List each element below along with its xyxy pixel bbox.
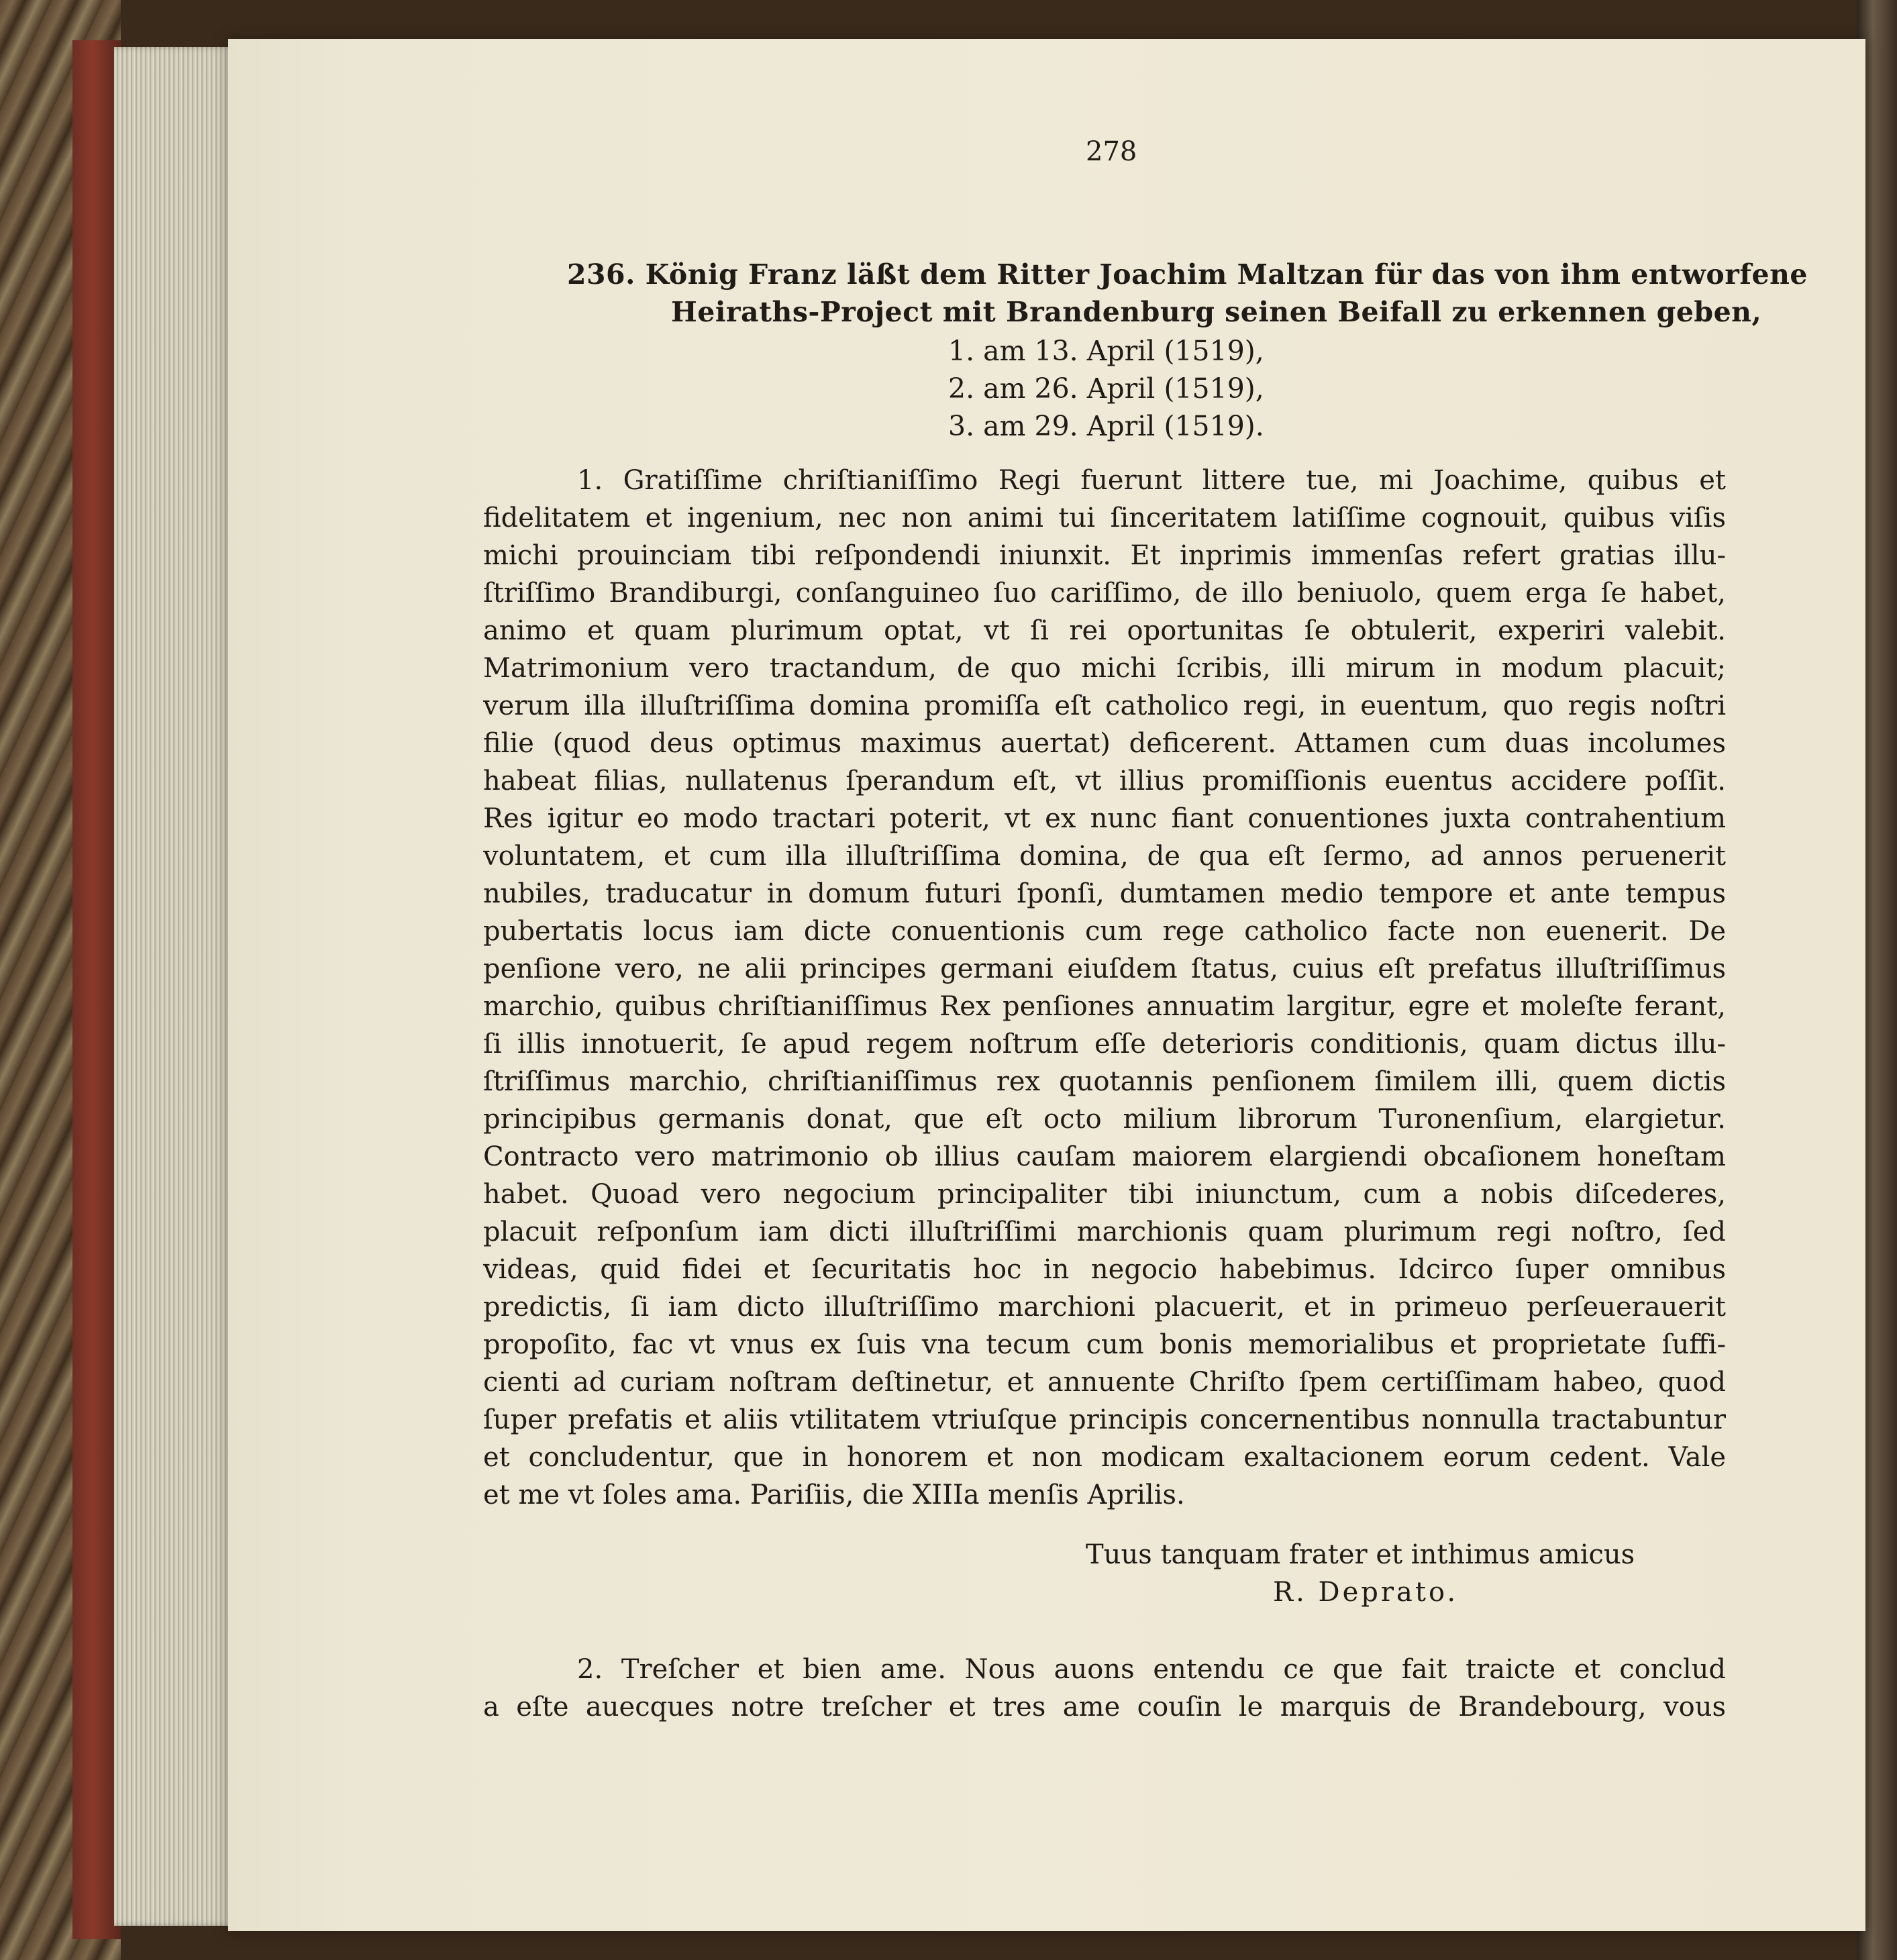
- body-line: propoſito, fac vt vnus ex ſuis vna tecum cum bonis memorialibus et proprietate ſuffi-: [483, 1329, 1726, 1360]
- closing-signature: R. Deprato.: [1273, 1577, 1459, 1608]
- letter2-line: 2. Treſcher et bien ame. Nous auons entendu ce que fait traicte et conclud: [577, 1654, 1726, 1685]
- body-line: Contracto vero matrimonio ob illius cauſam maiorem elargiendi obcaſionem honeſtam: [483, 1141, 1726, 1172]
- body-line: voluntatem, et cum illa illuſtriſſima domina, de qua eſt ſermo, ad annos peruenerit: [483, 841, 1726, 872]
- body-line: ſtriſſimus marchio, chriſtianiſſimus rex quotannis penſionem ſimilem illi, quem dictis: [483, 1066, 1726, 1097]
- body-line: fidelitatem et ingenium, nec non animi tui ſinceritatem latiſſime cognouit, quibus viſis: [483, 503, 1726, 533]
- letter2-line: a eſte auecques notre treſcher et tres ame couſin le marquis de Brandebourg, vous: [483, 1692, 1726, 1722]
- body-line: animo et quam plurimum optat, vt ſi rei oportunitas ſe obtulerit, experiri valebit.: [483, 615, 1726, 646]
- document-heading-line-2: Heiraths-Project mit Brandenburg seinen Beifall zu erkennen geben,: [671, 296, 1762, 328]
- body-line: verum illa illuſtriſſima domina promiſſa eſt catholico regi, in euentum, quo regis noſtri: [483, 690, 1726, 721]
- body-line: placuit reſponſum iam dicti illuſtriſſimi marchionis quam plurimum regi noſtro, ſed: [483, 1217, 1726, 1247]
- body-line: habeat filias, nullatenus ſperandum eſt, vt illius promiſſionis euentus accidere poſſit.: [483, 766, 1726, 796]
- body-line: predictis, ſi iam dicto illuſtriſſimo marchioni placuerit, et in primeuo perſeuerauerit: [483, 1292, 1726, 1323]
- body-line: et concludentur, que in honorem et non modicam exaltacionem eorum cedent. Vale: [483, 1442, 1726, 1473]
- body-line: michi prouinciam tibi reſpondendi iniunxit. Et inprimis immenſas refert gratias illu-: [483, 540, 1726, 571]
- body-line: et me vt ſoles ama. Pariſiis, die XIIIa menſis Aprilis.: [483, 1480, 1185, 1510]
- body-line: cienti ad curiam noſtram deſtinetur, et annuente Chriſto ſpem certiſſimam habeo, quod: [483, 1367, 1726, 1398]
- heading-date-3: 3. am 29. April (1519).: [948, 410, 1264, 442]
- body-line: marchio, quibus chriſtianiſſimus Rex penſiones annuatim largitur, egre et moleſte ferant,: [483, 991, 1726, 1022]
- body-line: principibus germanis donat, que eſt octo milium librorum Turonenſium, elargietur.: [483, 1104, 1726, 1135]
- page-edges-stack: [114, 47, 242, 1926]
- page-number: 278: [1086, 136, 1137, 167]
- body-line: ſtriſſimo Brandiburgi, conſanguineo ſuo cariſſimo, de illo beniuolo, quem erga ſe habet,: [483, 578, 1726, 609]
- body-line: penſione vero, ne alii principes germani eiuſdem ſtatus, cuius eſt prefatus illuſtriſſimus: [483, 953, 1726, 984]
- body-line: 1. Gratiſſime chriſtianiſſimo Regi fuerunt littere tue, mi Joachime, quibus et: [577, 465, 1726, 496]
- body-line: pubertatis locus iam dicte conuentionis cum rege catholico facte non euenerit. De: [483, 916, 1726, 947]
- body-line: Res igitur eo modo tractari poterit, vt ex nunc fiant conuentiones juxta contrahentium: [483, 803, 1726, 834]
- closing-salutation: Tuus tanquam frater et inthimus amicus: [1086, 1539, 1635, 1570]
- body-line: ſi illis innotuerit, ſe apud regem noſtrum eſſe deterioris conditionis, quam dictus illu-: [483, 1029, 1726, 1060]
- body-line: videas, quid fidei et ſecuritatis hoc in negocio habebimus. Idcirco ſuper omnibus: [483, 1254, 1726, 1285]
- body-line: nubiles, traducatur in domum futuri ſponſi, dumtamen medio tempore et ante tempus: [483, 878, 1726, 909]
- body-line: filie (quod deus optimus maximus auertat) deficerent. Attamen cum duas incolumes: [483, 728, 1726, 759]
- heading-date-2: 2. am 26. April (1519),: [948, 372, 1264, 405]
- body-line: Matrimonium vero tractandum, de quo michi ſcribis, illi mirum in modum placuit;: [483, 653, 1726, 684]
- body-line: ſuper prefatis et aliis vtilitatem vtriuſque principis concernentibus nonnulla tractabuntur: [483, 1404, 1726, 1435]
- body-line: habet. Quoad vero negocium principaliter tibi iniunctum, cum a nobis diſcederes,: [483, 1179, 1726, 1210]
- document-heading-line-1: 236. König Franz läßt dem Ritter Joachim Maltzan für das von ihm entworfene: [567, 258, 1808, 291]
- heading-date-1: 1. am 13. April (1519),: [948, 335, 1264, 367]
